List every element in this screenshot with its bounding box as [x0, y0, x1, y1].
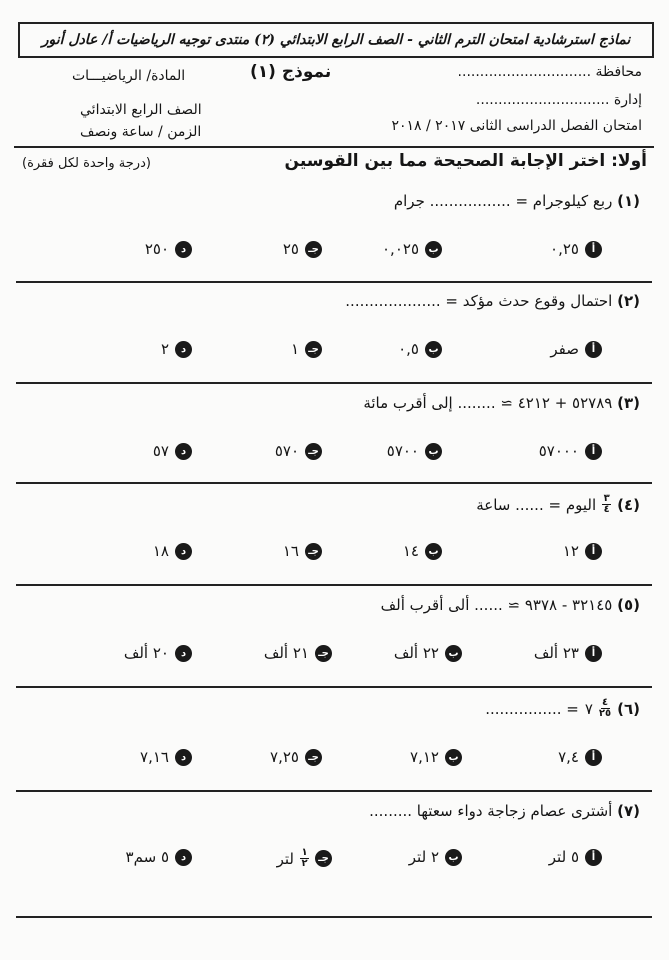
exam-header: [20, 62, 652, 142]
option-badge: جـ: [305, 543, 322, 560]
options-row: [16, 644, 652, 670]
administration-field: إدارة ..............................: [475, 92, 642, 108]
option-badge: جـ: [305, 241, 322, 258]
option-badge: د: [175, 645, 192, 662]
section-title: أولا: اختر الإجابة الصحيحة مما بين القوسين: [284, 151, 647, 171]
model-number: نموذج (١): [250, 62, 332, 82]
option-a[interactable]: أ صفر: [550, 340, 602, 358]
option-c[interactable]: جـ $\frac{١}{٢}$ لتر: [277, 848, 332, 869]
option-a[interactable]: أ ١٢: [563, 542, 602, 560]
question-divider: [16, 584, 652, 586]
option-badge: د: [175, 749, 192, 766]
option-b[interactable]: ب ١٤: [403, 542, 442, 560]
question-stem: (٧) أشترى عصام زجاجة دواء سعتها .........: [369, 802, 640, 820]
option-d[interactable]: د ٢: [161, 340, 192, 358]
options-row: [16, 542, 652, 568]
option-c[interactable]: جـ ٢٥: [283, 240, 322, 258]
question-6: [16, 690, 652, 790]
subject-label: المادة/ الرياضيـــات: [72, 68, 186, 84]
options-row: [16, 442, 652, 468]
question-divider: [16, 686, 652, 688]
header-banner: نماذج استرشادية امتحان الترم الثاني - الصف الرابع الابتدائي (٢) منتدى توجيه الرياضيات أ/ عادل أنور: [18, 22, 654, 58]
question-2: [16, 284, 652, 380]
option-badge: ب: [425, 341, 442, 358]
option-badge: د: [175, 543, 192, 560]
option-badge: جـ: [305, 443, 322, 460]
question-stem: (٦) $\frac{٤}{٢٥}$ ٧ = ................: [485, 697, 640, 719]
option-badge: جـ: [305, 341, 322, 358]
fraction: $\frac{٣}{٤}$: [603, 493, 610, 515]
option-a[interactable]: أ ٥ لتر: [549, 848, 602, 866]
exam-term-label: امتحان الفصل الدراسى الثانى ٢٠١٧ / ٢٠١٨: [391, 118, 642, 134]
question-stem: (١) ربع كيلوجرام = ................. جرام: [393, 192, 640, 210]
option-d[interactable]: د ٥٧: [153, 442, 192, 460]
option-c[interactable]: جـ ٢١ ألف: [264, 644, 332, 662]
option-b[interactable]: ب ٢ لتر: [409, 848, 462, 866]
question-stem: (٣) ٥٢٧٨٩ + ٤٢١٢ ≃ ........ إلى أقرب مائة: [363, 394, 640, 412]
question-stem: (٢) احتمال وقوع حدث مؤكد = ....................: [345, 292, 640, 310]
option-badge: ب: [425, 443, 442, 460]
question-stem: (٥) ٣٢١٤٥ - ٩٣٧٨ ≃ ...... ألى أقرب ألف: [380, 596, 640, 614]
question-1: [16, 184, 652, 276]
question-5: [16, 588, 652, 684]
option-c[interactable]: جـ ١: [291, 340, 322, 358]
option-badge: ب: [445, 645, 462, 662]
option-badge: د: [175, 443, 192, 460]
question-7: [16, 794, 652, 904]
option-badge: جـ: [315, 645, 332, 662]
question-divider: [16, 382, 652, 384]
option-b[interactable]: ب ٧,١٢: [410, 748, 462, 766]
option-badge: جـ: [305, 749, 322, 766]
question-3: [16, 386, 652, 478]
governorate-field: محافظة ..............................: [457, 64, 642, 80]
option-d[interactable]: د ٢٥٠: [145, 240, 192, 258]
fraction: $\frac{١}{٢}$: [301, 847, 308, 869]
question-4: [16, 486, 652, 584]
question-divider: [16, 482, 652, 484]
header-divider: [14, 146, 654, 148]
option-badge: د: [175, 241, 192, 258]
options-row: [16, 240, 652, 266]
option-badge: أ: [585, 849, 602, 866]
option-b[interactable]: ب ٠,٠٢٥: [382, 240, 442, 258]
option-a[interactable]: أ ٥٧٠٠٠: [539, 442, 602, 460]
fraction: $\frac{٤}{٢٥}$: [598, 697, 612, 719]
option-b[interactable]: ب ٢٢ ألف: [394, 644, 462, 662]
option-badge: أ: [585, 241, 602, 258]
option-badge: أ: [585, 749, 602, 766]
option-d[interactable]: د ٧,١٦: [140, 748, 192, 766]
option-badge: د: [175, 849, 192, 866]
question-stem: (٤) $\frac{٣}{٤}$ اليوم = ...... ساعة: [476, 493, 640, 515]
option-a[interactable]: أ ٧,٤: [558, 748, 602, 766]
question-divider: [16, 916, 652, 918]
section-note: (درجة واحدة لكل فقرة): [22, 156, 151, 171]
question-divider: [16, 790, 652, 792]
option-c[interactable]: جـ ٧,٢٥: [270, 748, 322, 766]
option-badge: د: [175, 341, 192, 358]
option-badge: جـ: [315, 850, 332, 867]
option-badge: ب: [425, 241, 442, 258]
option-badge: أ: [585, 543, 602, 560]
option-badge: ب: [425, 543, 442, 560]
option-b[interactable]: ب ٥٧٠٠: [387, 442, 442, 460]
option-badge: أ: [585, 341, 602, 358]
option-d[interactable]: د ٢٠ ألف: [124, 644, 192, 662]
option-d[interactable]: د ٥ سم٣: [126, 848, 192, 866]
time-label: الزمن / ساعة ونصف: [80, 124, 202, 140]
question-divider: [16, 281, 652, 283]
option-badge: أ: [585, 443, 602, 460]
option-badge: ب: [445, 849, 462, 866]
options-row: [16, 848, 652, 874]
option-a[interactable]: أ ٠,٢٥: [550, 240, 602, 258]
option-b[interactable]: ب ٠,٥: [398, 340, 442, 358]
option-c[interactable]: جـ ١٦: [283, 542, 322, 560]
option-badge: ب: [445, 749, 462, 766]
option-a[interactable]: أ ٢٣ ألف: [534, 644, 602, 662]
option-c[interactable]: جـ ٥٧٠: [275, 442, 322, 460]
option-d[interactable]: د ١٨: [153, 542, 192, 560]
options-row: [16, 748, 652, 774]
option-badge: أ: [585, 645, 602, 662]
grade-label: الصف الرابع الابتدائي: [80, 102, 202, 118]
options-row: [16, 340, 652, 366]
